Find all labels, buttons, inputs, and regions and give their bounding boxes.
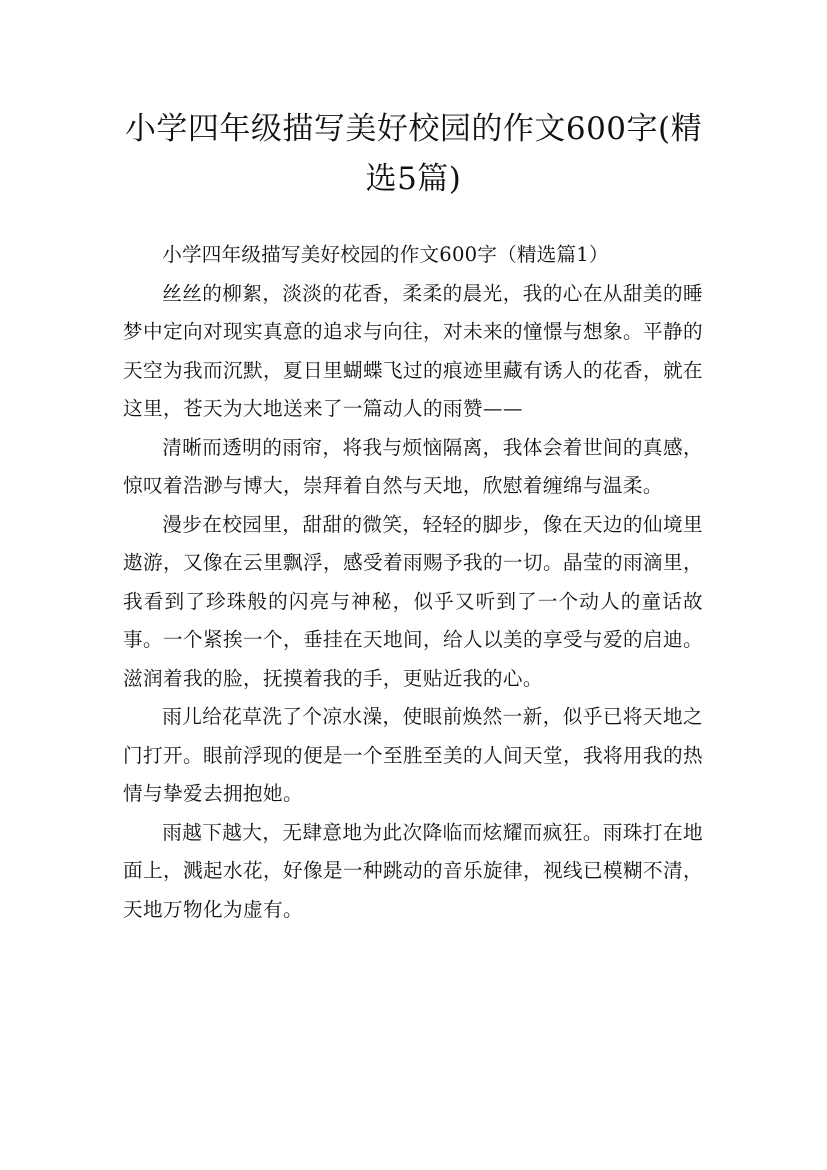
paragraph-1: 丝丝的柳絮，淡淡的花香，柔柔的晨光，我的心在从甜美的睡梦中定向对现实真意的追求与向往，对未来的憧憬与想象。平静的天空为我而沉默，夏日里蝴蝶飞过的痕迹里藏有诱人的花香，就在这里，苍天为大地送来了一篇动人的雨赞—— xyxy=(123,281,703,420)
paragraph-3: 漫步在校园里，甜甜的微笑，轻轻的脚步，像在天边的仙境里遨游，又像在云里飘浮，感受着雨赐予我的一切。晶莹的雨滴里，我看到了珍珠般的闪亮与神秘，似乎又听到了一个动人的童话故事。一个紧挨一个，垂挂在天地间，给人以美的享受与爱的启迪。滋润着我的脸，抚摸着我的手，更贴近我的心。 xyxy=(123,512,703,690)
document-title: 小学四年级描写美好校园的作文600字(精选5篇) xyxy=(124,111,703,197)
paragraph-5: 雨越下越大，无肆意地为此次降临而炫耀而疯狂。雨珠打在地面上，溅起水花，好像是一种跳动的音乐旋律，视线已模糊不清，天地万物化为虚有。 xyxy=(123,820,703,921)
paragraph-4: 雨儿给花草洗了个凉水澡，使眼前焕然一新，似乎已将天地之门打开。眼前浮现的便是一个至胜至美的人间天堂，我将用我的热情与挚爱去拥抱她。 xyxy=(123,705,703,805)
document-body xyxy=(123,236,703,929)
paragraph-2: 清晰而透明的雨帘，将我与烦恼隔离，我体会着世间的真感，惊叹着浩渺与博大，崇拜着自然与天地，欣慰着缠绵与温柔。 xyxy=(123,435,703,497)
section-heading: 小学四年级描写美好校园的作文600字（精选篇1） xyxy=(162,243,609,266)
